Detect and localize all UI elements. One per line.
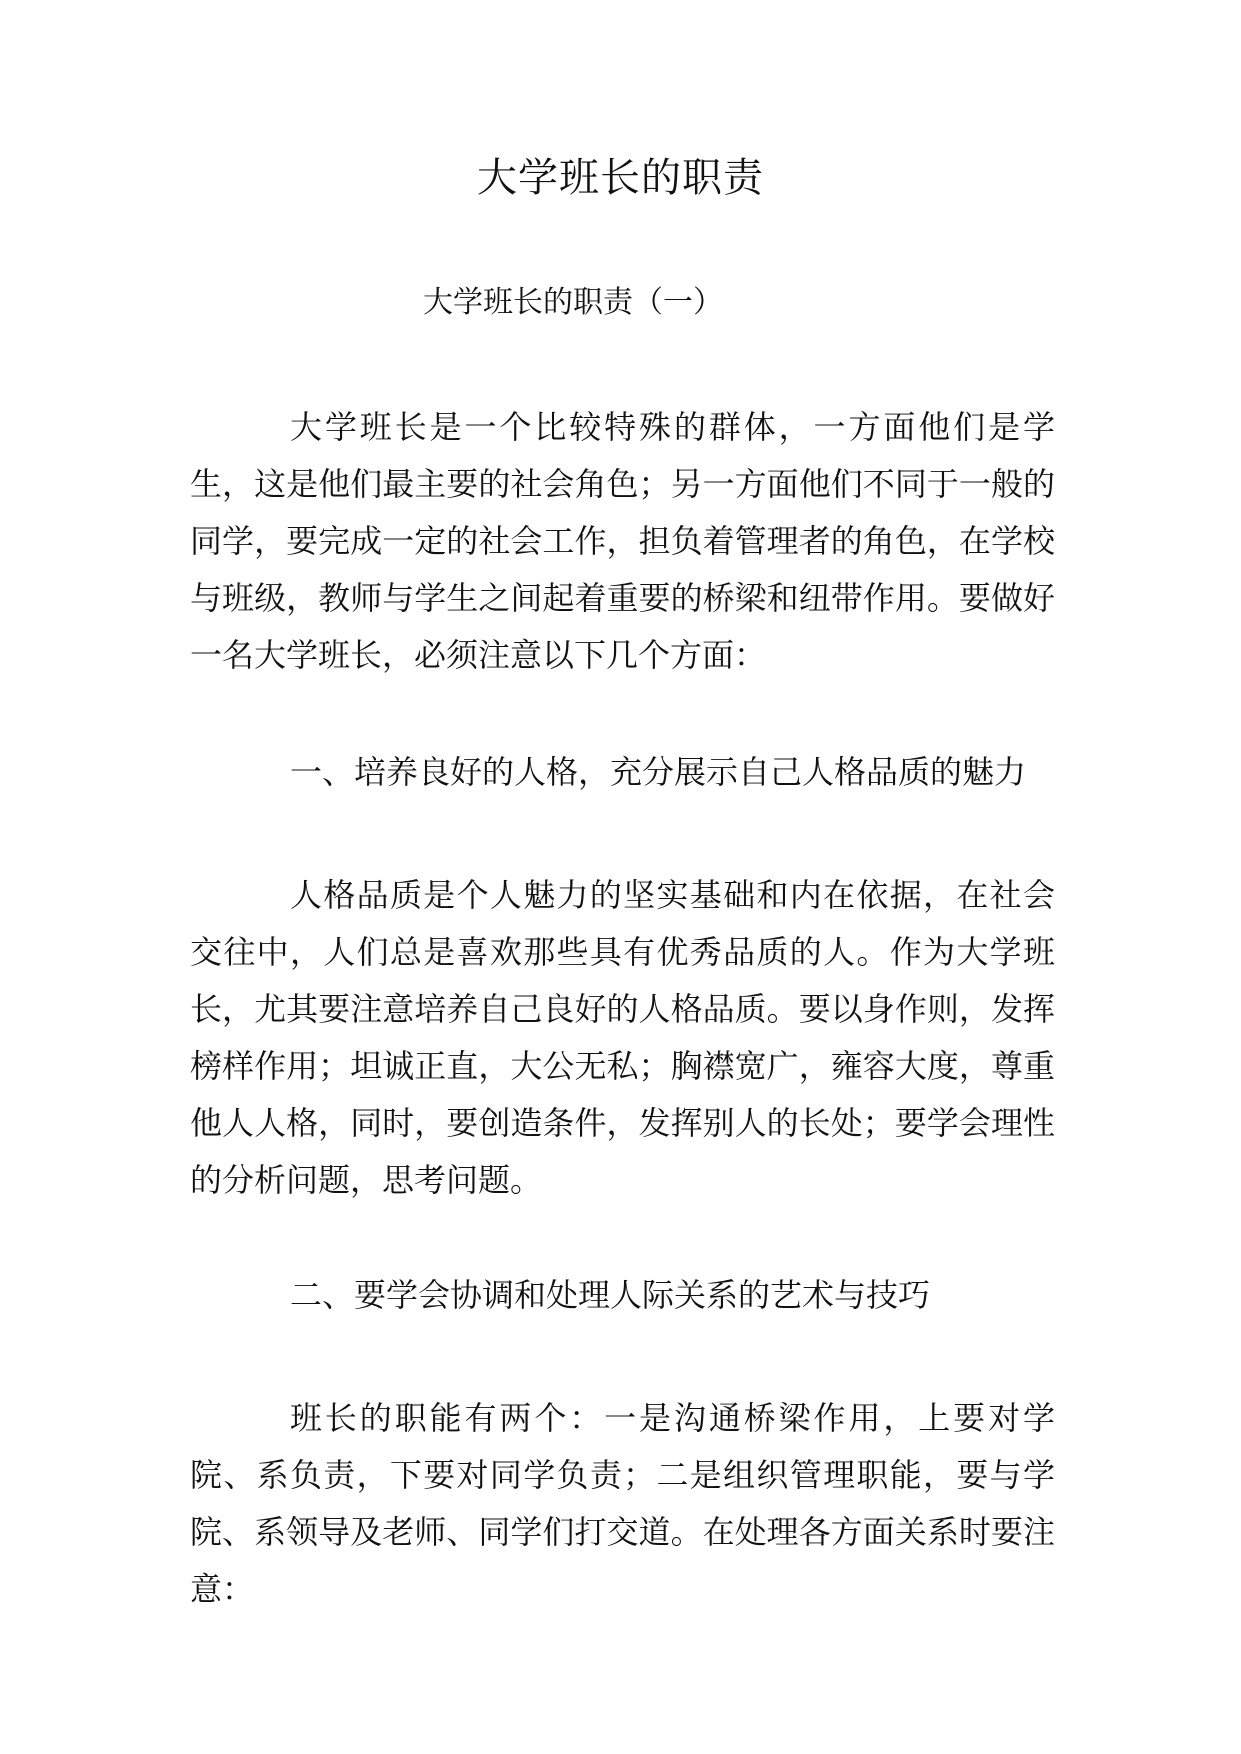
paragraph-personality: 人格品质是个人魅力的坚实基础和内在依据，在社会交往中，人们总是喜欢那些具有优秀品质的人。作为大学班长，尤其要注意培养自己良好的人格品质。要以身作则，发挥榜样作用；坦诚正直，大公无私；胸襟宽广，雍容大度，尊重他人人格，同时，要创造条件，发挥别人的长处；要学会理性的分析问题，思考问题。	[190, 876, 1055, 1199]
document-title: 大学班长的职责	[477, 155, 764, 201]
paragraph-relations: 班长的职能有两个：一是沟通桥梁作用，上要对学院、系负责，下要对同学负责；二是组织管理职能，要与学院、系领导及老师、同学们打交道。在处理各方面关系时要注意：	[190, 1399, 1055, 1608]
section-heading-2: 二、要学会协调和处理人际关系的艺术与技巧	[290, 1276, 931, 1314]
section-heading-1: 一、培养良好的人格，充分展示自己人格品质的魅力	[290, 753, 1027, 791]
document-subtitle: 大学班长的职责（一）	[423, 285, 723, 320]
paragraph-intro: 大学班长是一个比较特殊的群体，一方面他们是学生，这是他们最主要的社会角色；另一方面他们不同于一般的同学，要完成一定的社会工作，担负着管理者的角色，在学校与班级，教师与学生之间起着重要的桥梁和纽带作用。要做好一名大学班长，必须注意以下几个方面：	[190, 408, 1055, 674]
